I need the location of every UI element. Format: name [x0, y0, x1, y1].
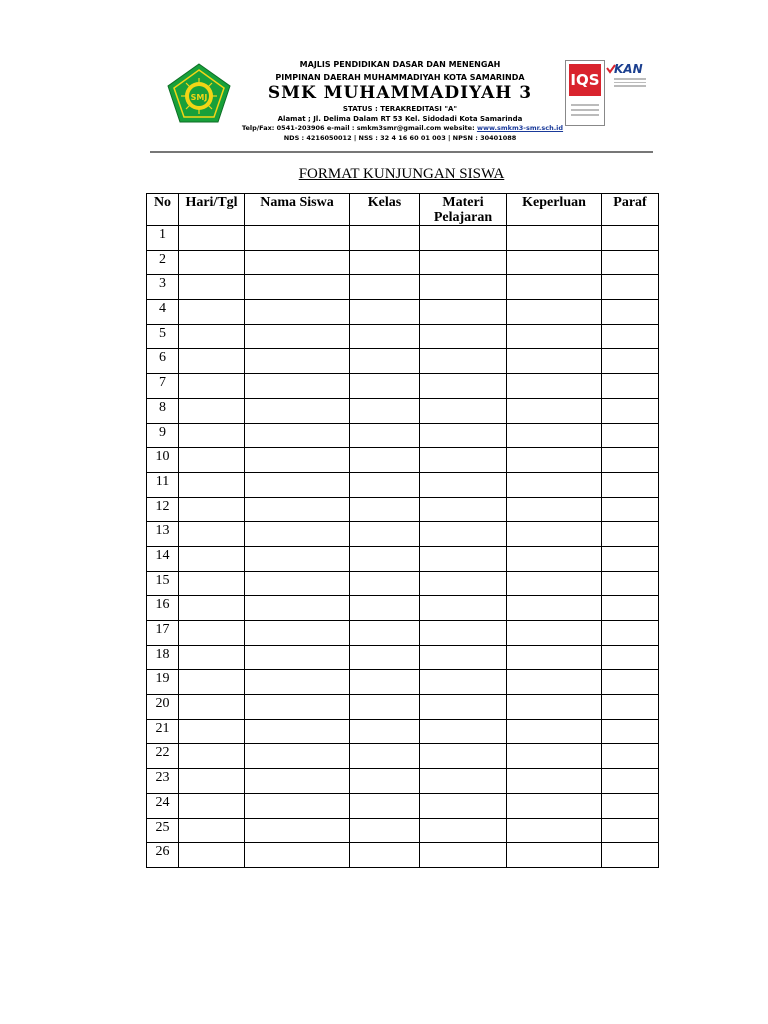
- class-cell[interactable]: [350, 818, 420, 843]
- row-number: 20: [147, 695, 179, 720]
- purpose-cell[interactable]: [507, 596, 602, 621]
- table-row: [147, 472, 659, 497]
- date-cell[interactable]: [179, 695, 245, 720]
- purpose-cell[interactable]: [507, 571, 602, 596]
- table-row: [147, 226, 659, 251]
- row-number: 7: [147, 374, 179, 399]
- class-cell[interactable]: [350, 719, 420, 744]
- class-cell[interactable]: [350, 793, 420, 818]
- table-row: [147, 793, 659, 818]
- student-name-cell[interactable]: [245, 423, 350, 448]
- signature-cell[interactable]: [602, 571, 659, 596]
- row-number: 11: [147, 472, 179, 497]
- purpose-cell[interactable]: [507, 522, 602, 547]
- subject-cell[interactable]: [420, 349, 507, 374]
- class-cell[interactable]: [350, 522, 420, 547]
- row-number: 26: [147, 843, 179, 868]
- signature-cell[interactable]: [602, 793, 659, 818]
- signature-cell[interactable]: [602, 349, 659, 374]
- class-cell[interactable]: [350, 744, 420, 769]
- purpose-cell[interactable]: [507, 719, 602, 744]
- class-cell[interactable]: [350, 423, 420, 448]
- date-cell[interactable]: [179, 275, 245, 300]
- subject-cell[interactable]: [420, 843, 507, 868]
- header-subject: Materi Pelajaran: [420, 194, 507, 226]
- subject-cell[interactable]: [420, 719, 507, 744]
- row-number: 15: [147, 571, 179, 596]
- class-cell[interactable]: [350, 398, 420, 423]
- student-name-cell[interactable]: [245, 374, 350, 399]
- visit-table: [146, 193, 659, 868]
- date-cell[interactable]: [179, 621, 245, 646]
- iqs-fine-print: [569, 101, 601, 121]
- table-header-row: [147, 194, 659, 226]
- subject-cell[interactable]: [420, 275, 507, 300]
- class-cell[interactable]: [350, 571, 420, 596]
- signature-cell[interactable]: [602, 546, 659, 571]
- date-cell[interactable]: [179, 497, 245, 522]
- row-number: 3: [147, 275, 179, 300]
- class-cell[interactable]: [350, 596, 420, 621]
- page-title: [150, 166, 653, 183]
- signature-cell[interactable]: [602, 769, 659, 794]
- row-number: 8: [147, 398, 179, 423]
- class-cell[interactable]: [350, 300, 420, 325]
- kan-logo-icon: KAN: [614, 62, 643, 76]
- row-number: 10: [147, 448, 179, 473]
- purpose-cell[interactable]: [507, 448, 602, 473]
- subject-cell[interactable]: [420, 645, 507, 670]
- class-cell[interactable]: [350, 448, 420, 473]
- signature-cell[interactable]: [602, 398, 659, 423]
- header-no: No: [147, 194, 179, 226]
- class-cell[interactable]: [350, 645, 420, 670]
- class-cell[interactable]: [350, 546, 420, 571]
- website-link[interactable]: www.smkm3-smr.sch.id: [476, 124, 564, 132]
- table-row: [147, 818, 659, 843]
- row-number: 5: [147, 324, 179, 349]
- class-cell[interactable]: [350, 275, 420, 300]
- purpose-cell[interactable]: [507, 398, 602, 423]
- accreditation-status: STATUS : TERAKREDITASI "A": [342, 105, 458, 113]
- table-row: [147, 423, 659, 448]
- date-cell[interactable]: [179, 571, 245, 596]
- class-cell[interactable]: [350, 349, 420, 374]
- subject-cell[interactable]: [420, 818, 507, 843]
- purpose-cell[interactable]: [507, 472, 602, 497]
- date-cell[interactable]: [179, 398, 245, 423]
- table-row: [147, 374, 659, 399]
- student-name-cell[interactable]: [245, 349, 350, 374]
- school-logo-icon: [166, 62, 232, 124]
- school-identifiers: NDS : 4216050012 | NSS : 32 4 16 60 01 003 | NPSN : 30401088: [283, 134, 517, 142]
- header-purpose: Keperluan: [507, 194, 602, 226]
- purpose-cell[interactable]: [507, 374, 602, 399]
- subject-cell[interactable]: [420, 398, 507, 423]
- date-cell[interactable]: [179, 300, 245, 325]
- signature-cell[interactable]: [602, 818, 659, 843]
- iqs-logo-icon: IQS: [569, 64, 601, 96]
- date-cell[interactable]: [179, 719, 245, 744]
- signature-cell[interactable]: [602, 596, 659, 621]
- date-cell[interactable]: [179, 522, 245, 547]
- subject-cell[interactable]: [420, 769, 507, 794]
- date-cell[interactable]: [179, 596, 245, 621]
- header-student-name: Nama Siswa: [245, 194, 350, 226]
- purpose-cell[interactable]: [507, 793, 602, 818]
- student-name-cell[interactable]: [245, 250, 350, 275]
- subject-cell[interactable]: [420, 300, 507, 325]
- table-row: [147, 695, 659, 720]
- student-name-cell[interactable]: [245, 324, 350, 349]
- table-row: [147, 596, 659, 621]
- purpose-cell[interactable]: [507, 423, 602, 448]
- class-cell[interactable]: [350, 769, 420, 794]
- signature-cell[interactable]: [602, 719, 659, 744]
- date-cell[interactable]: [179, 250, 245, 275]
- signature-cell[interactable]: [602, 324, 659, 349]
- signature-cell[interactable]: [602, 695, 659, 720]
- date-cell[interactable]: [179, 472, 245, 497]
- svg-text:SMJ: SMJ: [190, 93, 208, 102]
- class-cell[interactable]: [350, 226, 420, 251]
- student-name-cell[interactable]: [245, 645, 350, 670]
- letterhead-divider: [150, 151, 653, 153]
- school-name: SMK MUHAMMADIYAH 3: [267, 83, 533, 103]
- row-number: 12: [147, 497, 179, 522]
- table-row: [147, 275, 659, 300]
- purpose-cell[interactable]: [507, 497, 602, 522]
- row-number: 1: [147, 226, 179, 251]
- student-name-cell[interactable]: [245, 670, 350, 695]
- signature-cell[interactable]: [602, 226, 659, 251]
- class-cell[interactable]: [350, 621, 420, 646]
- date-cell[interactable]: [179, 226, 245, 251]
- subject-cell[interactable]: [420, 250, 507, 275]
- row-number: 18: [147, 645, 179, 670]
- row-number: 9: [147, 423, 179, 448]
- student-name-cell[interactable]: [245, 818, 350, 843]
- signature-cell[interactable]: [602, 374, 659, 399]
- table-row: [147, 324, 659, 349]
- student-name-cell[interactable]: [245, 497, 350, 522]
- table-row: [147, 522, 659, 547]
- page-title-text: FORMAT KUNJUNGAN SISWA: [298, 166, 505, 182]
- subject-cell[interactable]: [420, 793, 507, 818]
- purpose-cell[interactable]: [507, 769, 602, 794]
- contact-text: Telp/Fax: 0541-203906 e-mail : smkm3smr@gmail.com website:: [241, 124, 477, 132]
- table-row: [147, 769, 659, 794]
- school-contact: [230, 124, 575, 132]
- school-address: Alamat ; Jl. Delima Dalam RT 53 Kel. Sidodadi Kota Samarinda: [277, 115, 523, 123]
- letterhead-council: MAJLIS PENDIDIKAN DASAR DAN MENENGAH: [299, 60, 501, 69]
- table-row: [147, 546, 659, 571]
- signature-cell[interactable]: [602, 744, 659, 769]
- row-number: 17: [147, 621, 179, 646]
- subject-cell[interactable]: [420, 670, 507, 695]
- date-cell[interactable]: [179, 744, 245, 769]
- header-class: Kelas: [350, 194, 420, 226]
- subject-cell[interactable]: [420, 226, 507, 251]
- table-row: [147, 843, 659, 868]
- row-number: 22: [147, 744, 179, 769]
- date-cell[interactable]: [179, 793, 245, 818]
- subject-cell[interactable]: [420, 324, 507, 349]
- date-cell[interactable]: [179, 843, 245, 868]
- purpose-cell[interactable]: [507, 645, 602, 670]
- subject-cell[interactable]: [420, 374, 507, 399]
- table-row: [147, 621, 659, 646]
- subject-cell[interactable]: [420, 472, 507, 497]
- table-row: [147, 497, 659, 522]
- kan-fine-print: [606, 76, 646, 87]
- subject-cell[interactable]: [420, 497, 507, 522]
- date-cell[interactable]: [179, 374, 245, 399]
- subject-cell[interactable]: [420, 621, 507, 646]
- row-number: 4: [147, 300, 179, 325]
- purpose-cell[interactable]: [507, 818, 602, 843]
- letterhead-regional-board: PIMPINAN DAERAH MUHAMMADIYAH KOTA SAMARINDA: [275, 73, 525, 82]
- row-number: 2: [147, 250, 179, 275]
- class-cell[interactable]: [350, 695, 420, 720]
- signature-cell[interactable]: [602, 448, 659, 473]
- signature-cell[interactable]: [602, 621, 659, 646]
- purpose-cell[interactable]: [507, 670, 602, 695]
- header-date: Hari/Tgl: [179, 194, 245, 226]
- signature-cell[interactable]: [602, 670, 659, 695]
- table-row: [147, 300, 659, 325]
- purpose-cell[interactable]: [507, 843, 602, 868]
- table-row: [147, 571, 659, 596]
- class-cell[interactable]: [350, 374, 420, 399]
- iqs-certification-logo: [565, 60, 605, 126]
- date-cell[interactable]: [179, 769, 245, 794]
- class-cell[interactable]: [350, 250, 420, 275]
- student-name-cell[interactable]: [245, 769, 350, 794]
- purpose-cell[interactable]: [507, 621, 602, 646]
- class-cell[interactable]: [350, 497, 420, 522]
- student-name-cell[interactable]: [245, 621, 350, 646]
- student-name-cell[interactable]: [245, 546, 350, 571]
- purpose-cell[interactable]: [507, 744, 602, 769]
- letterhead: [150, 56, 653, 152]
- student-name-cell[interactable]: [245, 448, 350, 473]
- purpose-cell[interactable]: [507, 250, 602, 275]
- student-name-cell[interactable]: [245, 275, 350, 300]
- student-name-cell[interactable]: [245, 398, 350, 423]
- subject-cell[interactable]: [420, 571, 507, 596]
- class-cell[interactable]: [350, 843, 420, 868]
- purpose-cell[interactable]: [507, 695, 602, 720]
- signature-cell[interactable]: [602, 472, 659, 497]
- student-name-cell[interactable]: [245, 695, 350, 720]
- purpose-cell[interactable]: [507, 324, 602, 349]
- student-name-cell[interactable]: [245, 522, 350, 547]
- signature-cell[interactable]: [602, 423, 659, 448]
- row-number: 25: [147, 818, 179, 843]
- row-number: 19: [147, 670, 179, 695]
- signature-cell[interactable]: [602, 497, 659, 522]
- table-row: [147, 398, 659, 423]
- subject-cell[interactable]: [420, 695, 507, 720]
- purpose-cell[interactable]: [507, 546, 602, 571]
- row-number: 16: [147, 596, 179, 621]
- table-row: [147, 719, 659, 744]
- purpose-cell[interactable]: [507, 349, 602, 374]
- signature-cell[interactable]: [602, 843, 659, 868]
- signature-cell[interactable]: [602, 522, 659, 547]
- signature-cell[interactable]: [602, 250, 659, 275]
- signature-cell[interactable]: [602, 275, 659, 300]
- purpose-cell[interactable]: [507, 300, 602, 325]
- class-cell[interactable]: [350, 670, 420, 695]
- date-cell[interactable]: [179, 645, 245, 670]
- row-number: 21: [147, 719, 179, 744]
- class-cell[interactable]: [350, 472, 420, 497]
- date-cell[interactable]: [179, 818, 245, 843]
- student-name-cell[interactable]: [245, 300, 350, 325]
- student-name-cell[interactable]: [245, 472, 350, 497]
- subject-cell[interactable]: [420, 744, 507, 769]
- date-cell[interactable]: [179, 349, 245, 374]
- signature-cell[interactable]: [602, 645, 659, 670]
- table-row: [147, 744, 659, 769]
- purpose-cell[interactable]: [507, 275, 602, 300]
- row-number: 23: [147, 769, 179, 794]
- student-name-cell[interactable]: [245, 719, 350, 744]
- table-row: [147, 670, 659, 695]
- subject-cell[interactable]: [420, 546, 507, 571]
- student-name-cell[interactable]: [245, 843, 350, 868]
- table-row: [147, 448, 659, 473]
- signature-cell[interactable]: [602, 300, 659, 325]
- row-number: 6: [147, 349, 179, 374]
- subject-cell[interactable]: [420, 522, 507, 547]
- student-name-cell[interactable]: [245, 596, 350, 621]
- date-cell[interactable]: [179, 423, 245, 448]
- header-signature: Paraf: [602, 194, 659, 226]
- student-name-cell[interactable]: [245, 226, 350, 251]
- date-cell[interactable]: [179, 324, 245, 349]
- purpose-cell[interactable]: [507, 226, 602, 251]
- subject-cell[interactable]: [420, 596, 507, 621]
- subject-cell[interactable]: [420, 423, 507, 448]
- class-cell[interactable]: [350, 324, 420, 349]
- table-row: [147, 250, 659, 275]
- row-number: 13: [147, 522, 179, 547]
- student-name-cell[interactable]: [245, 744, 350, 769]
- date-cell[interactable]: [179, 546, 245, 571]
- table-row: [147, 645, 659, 670]
- row-number: 14: [147, 546, 179, 571]
- date-cell[interactable]: [179, 670, 245, 695]
- student-name-cell[interactable]: [245, 793, 350, 818]
- student-name-cell[interactable]: [245, 571, 350, 596]
- date-cell[interactable]: [179, 448, 245, 473]
- kan-accreditation-logo: [606, 62, 650, 92]
- subject-cell[interactable]: [420, 448, 507, 473]
- row-number: 24: [147, 793, 179, 818]
- table-row: [147, 349, 659, 374]
